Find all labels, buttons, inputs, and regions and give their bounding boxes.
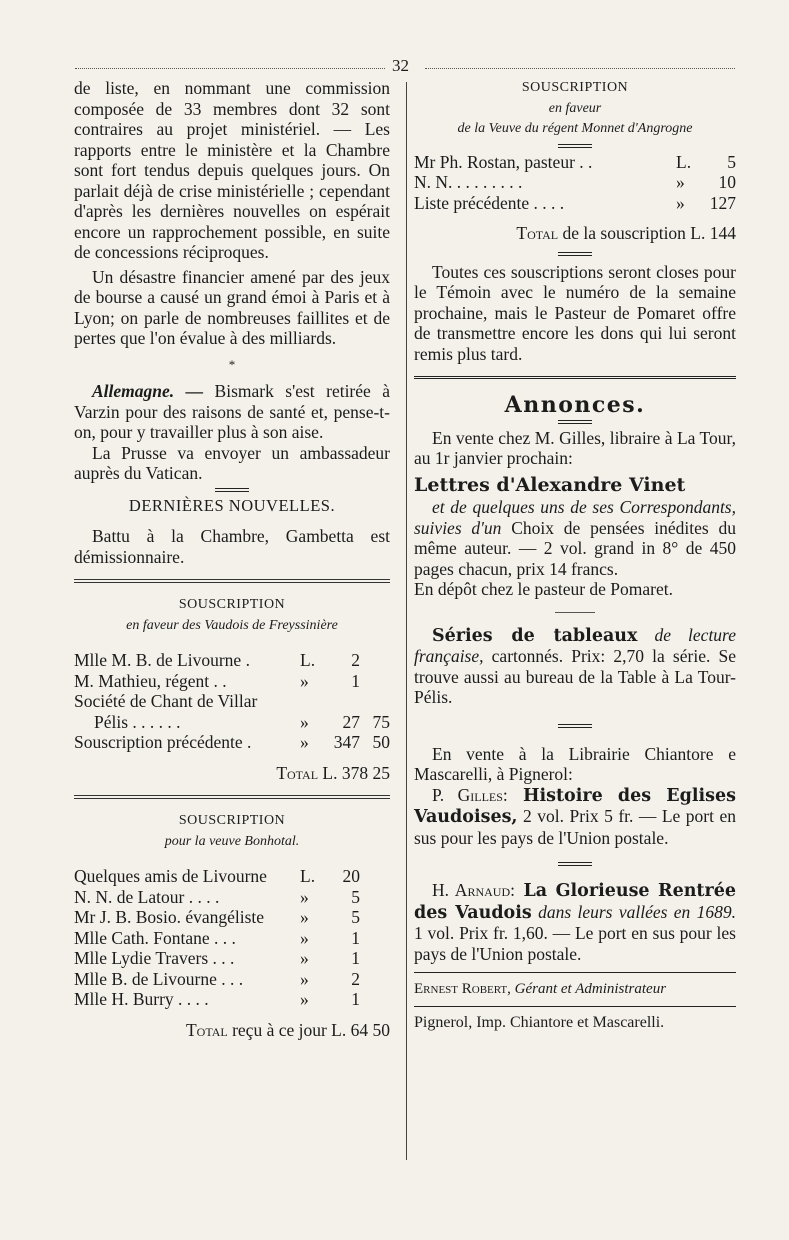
ad-gilles-title: Histoire des Eglises Vaudoises,: [414, 785, 736, 827]
ad-arnaud-author: H. Arnaud:: [432, 880, 515, 900]
row-cents: [360, 691, 390, 712]
subscription-subtitle-2: de la Veuve du régent Monnet d'Angrogne: [457, 121, 693, 136]
right-column: [414, 78, 736, 1033]
row-cents: [360, 887, 390, 908]
row-amount: 2: [351, 650, 360, 670]
row-currency: »: [676, 172, 685, 192]
ad-vinet-desc-italic: et de quelques uns de ses Correspondants, suivies d'un: [414, 497, 736, 538]
row-cents: [360, 948, 390, 969]
row-label: Société de Chant de Villar: [74, 691, 258, 711]
ad-vinet-desc-rest: Choix de pensées inédites du même auteur. — 2 vol. grand in 8° de 450 pages chacun, prix 14 francs.: [414, 517, 737, 579]
row-cents: [360, 671, 390, 692]
ad-gilles-rest: 2 vol. Prix 5 fr. — Le port en sus pour les pays de l'Union postale.: [414, 806, 736, 848]
table-row: [74, 691, 390, 712]
table-row: [74, 989, 390, 1010]
row-amount: 127: [709, 192, 736, 213]
row-amount: 2: [351, 968, 360, 989]
politics-paragraph-2: Un désastre financier amené par des jeux de bourse a causé un grand émoi à Paris et à Lyon; on parle de nombreuses faillites et de pertes que l'on évalue à des milliards.: [74, 266, 390, 348]
row-label: M. Mathieu, régent . .: [74, 670, 227, 691]
subscription-bonhotal: [74, 811, 390, 1040]
row-label: Quelques amis de Livourne: [74, 866, 267, 886]
imprint-name: Ernest Robert,: [414, 981, 511, 997]
table-row: [74, 732, 390, 753]
table-row: [74, 907, 390, 928]
imprint-role: Gérant et Administrateur: [510, 981, 667, 997]
ad-arnaud-italic: dans leurs vallées en 1689.: [531, 901, 736, 922]
total-value: de la souscription L. 144: [562, 223, 736, 243]
row-amount: 27: [342, 711, 360, 732]
row-currency: »: [300, 927, 309, 948]
ad-vinet-desc: [414, 497, 736, 579]
row-amount: 347: [333, 732, 360, 752]
total-value: L. 378 25: [322, 762, 390, 783]
row-cents: 75: [372, 711, 390, 732]
short-rule: [558, 420, 592, 424]
table-row: [74, 887, 390, 908]
row-amount: 5: [351, 886, 360, 907]
politics-paragraph-1: de liste, en nommant une commission composée de 33 membres dont 32 sont contraires au projet ministériel. — Les rapports entre le ministère et la Chambre sont fort tendus depuis quelques jours. On parlait déjà de crise ministérielle ; cependant d'après les dernières nouvelles on espérait encore un rapprochement possible, en suite de concessions réciproques.: [74, 78, 390, 262]
table-row: [414, 172, 736, 193]
page-number: 32: [392, 56, 409, 75]
subscription-heading: SOUSCRIPTION: [178, 597, 286, 612]
short-rule: [215, 488, 249, 492]
row-label: Souscription précédente .: [74, 732, 252, 752]
row-currency: »: [300, 907, 309, 927]
prussia-paragraph: La Prusse va envoyer un ambassadeur auprès du Vatican.: [74, 442, 390, 483]
row-currency: »: [300, 886, 309, 907]
subscription-table: [414, 152, 736, 214]
ad-chiantore-intro: En vente à la Librairie Chiantore e Mascarelli, à Pignerol:: [414, 743, 736, 784]
section-rule: [74, 795, 390, 799]
row-label: Mr Ph. Rostan, pasteur . .: [414, 151, 593, 172]
row-label: Pélis . . . . . .: [94, 711, 181, 732]
row-currency: »: [300, 989, 309, 1009]
table-row: [414, 152, 736, 173]
row-label: N. N. de Latour . . . .: [74, 886, 220, 907]
ad-arnaud-rest: 1 vol. Prix fr. 1,60. — Le port en sus pour les pays de l'Union postale.: [414, 923, 736, 964]
row-cents: [360, 907, 390, 928]
subscription-total: [414, 223, 736, 244]
column-divider: [406, 82, 407, 1160]
ad-tableaux-rest: cartonnés. Prix: 2,70 la série. Se trouve aussi au bureau de la Table à La Tour-Pélis.: [414, 646, 736, 707]
section-rule: [414, 376, 736, 379]
table-row: [74, 928, 390, 949]
row-currency: »: [300, 670, 309, 691]
germany-text: Bismark s'est retirée à Varzin pour des raisons de santé et, pense-t-on, pour y travailler plus à son aise.: [74, 381, 390, 442]
row-label: Mr J. B. Bosio. évangéliste: [74, 907, 265, 927]
subscription-total: [74, 763, 390, 784]
germany-label: Allemagne. —: [92, 381, 204, 401]
table-row: [74, 650, 390, 671]
dernieres-nouvelles-text: Battu à la Chambre, Gambetta est démissionnaire.: [74, 526, 390, 567]
dernieres-nouvelles-title: DERNIÈRES NOUVELLES.: [128, 495, 336, 515]
ad-tableaux-title: Séries de tableaux: [432, 625, 638, 646]
row-currency: »: [676, 192, 685, 213]
ad-arnaud-title: La Glorieuse Rentrée des Vaudois: [414, 881, 737, 923]
imprint-printer: Pignerol, Imp. Chiantore et Mascarelli.: [414, 1013, 665, 1031]
row-amount: 5: [351, 907, 360, 927]
total-label: Total: [185, 1019, 228, 1040]
short-rule: [558, 724, 592, 728]
subscription-heading: SOUSCRIPTION: [521, 80, 629, 95]
row-amount: 1: [351, 927, 360, 948]
row-amount: 1: [351, 989, 360, 1009]
row-cents: [360, 866, 390, 887]
header-rule-right: [425, 68, 735, 69]
separator: [555, 612, 595, 613]
footer-rule: [414, 972, 736, 973]
row-label: Liste précédente . . . .: [414, 192, 565, 213]
row-currency: L.: [300, 650, 316, 670]
row-cents: [360, 928, 390, 949]
row-label: Mlle M. B. de Livourne .: [74, 650, 250, 670]
header-rule-left: [75, 68, 385, 69]
row-cents: [360, 969, 390, 990]
row-amount: [326, 691, 360, 712]
subscription-table: [74, 650, 390, 753]
row-label: Mlle Lydie Travers . . .: [74, 948, 235, 968]
ad-gilles: [414, 785, 736, 849]
closing-note: Toutes ces souscriptions seront closes pour le Témoin avec le numéro de la semaine prochaine, mais le Pasteur de Pomaret offre de transmettre encore les dons qui lui seront remis plus tard.: [414, 261, 736, 364]
row-currency: [300, 691, 326, 712]
row-label: Mlle H. Burry . . . .: [74, 989, 209, 1009]
table-row: [74, 866, 390, 887]
short-rule: [558, 862, 592, 866]
section-star: *: [228, 356, 236, 372]
annonces-title: Annonces.: [504, 392, 646, 418]
subscription-subtitle: pour la veuve Bonhotal.: [164, 833, 300, 849]
ad-arnaud: [414, 880, 736, 964]
table-row: [74, 712, 390, 733]
subscription-monnet: [414, 78, 736, 244]
subscription-freyssiniere: [74, 595, 390, 783]
short-rule: [558, 252, 592, 256]
table-row: [74, 671, 390, 692]
row-amount: 1: [351, 948, 360, 968]
section-rule: [74, 579, 390, 583]
row-label: N. N. . . . . . . . .: [414, 172, 523, 192]
total-label: Total: [516, 223, 559, 243]
subscription-total: [74, 1020, 390, 1041]
ad-tableaux-italic: de lecture française,: [414, 624, 736, 666]
row-currency: »: [300, 711, 309, 732]
ad-tableaux: [414, 625, 736, 708]
row-amount: 1: [351, 670, 360, 691]
total-label: Total: [276, 762, 319, 783]
row-currency: L.: [300, 866, 316, 886]
row-label: Mlle B. de Livourne . . .: [74, 968, 244, 989]
row-cents: 50: [372, 732, 390, 752]
imprint-manager: [414, 979, 736, 1000]
table-row: [74, 948, 390, 969]
row-currency: L.: [676, 151, 692, 172]
row-label: Mlle Cath. Fontane . . .: [74, 927, 236, 948]
row-cents: [360, 989, 390, 1010]
row-currency: »: [300, 968, 309, 989]
subscription-subtitle: en faveur des Vaudois de Freyssinière: [126, 617, 338, 633]
subscription-heading: SOUSCRIPTION: [178, 813, 286, 828]
table-row: [74, 969, 390, 990]
subscription-table: [74, 866, 390, 1010]
row-cents: [360, 650, 390, 671]
row-currency: »: [300, 732, 309, 752]
left-column: [74, 78, 390, 1040]
short-rule: [558, 144, 592, 148]
table-row: [414, 193, 736, 214]
germany-paragraph: [74, 381, 390, 443]
footer-rule: [414, 1006, 736, 1007]
subscription-subtitle-1: en faveur: [548, 100, 602, 116]
ad-vinet-depot: En dépôt chez le pasteur de Pomaret.: [414, 579, 673, 599]
row-amount: 20: [342, 866, 360, 886]
total-value: reçu à ce jour L. 64 50: [232, 1019, 390, 1040]
ad-vinet-intro: En vente chez M. Gilles, libraire à La Tour, au 1r janvier prochain:: [414, 427, 736, 468]
ad-vinet-title: Lettres d'Alexandre Vinet: [414, 473, 686, 496]
row-amount: 10: [718, 172, 736, 192]
row-amount: 5: [727, 151, 736, 172]
row-currency: »: [300, 948, 309, 968]
ad-gilles-author: P. Gilles:: [432, 784, 508, 805]
